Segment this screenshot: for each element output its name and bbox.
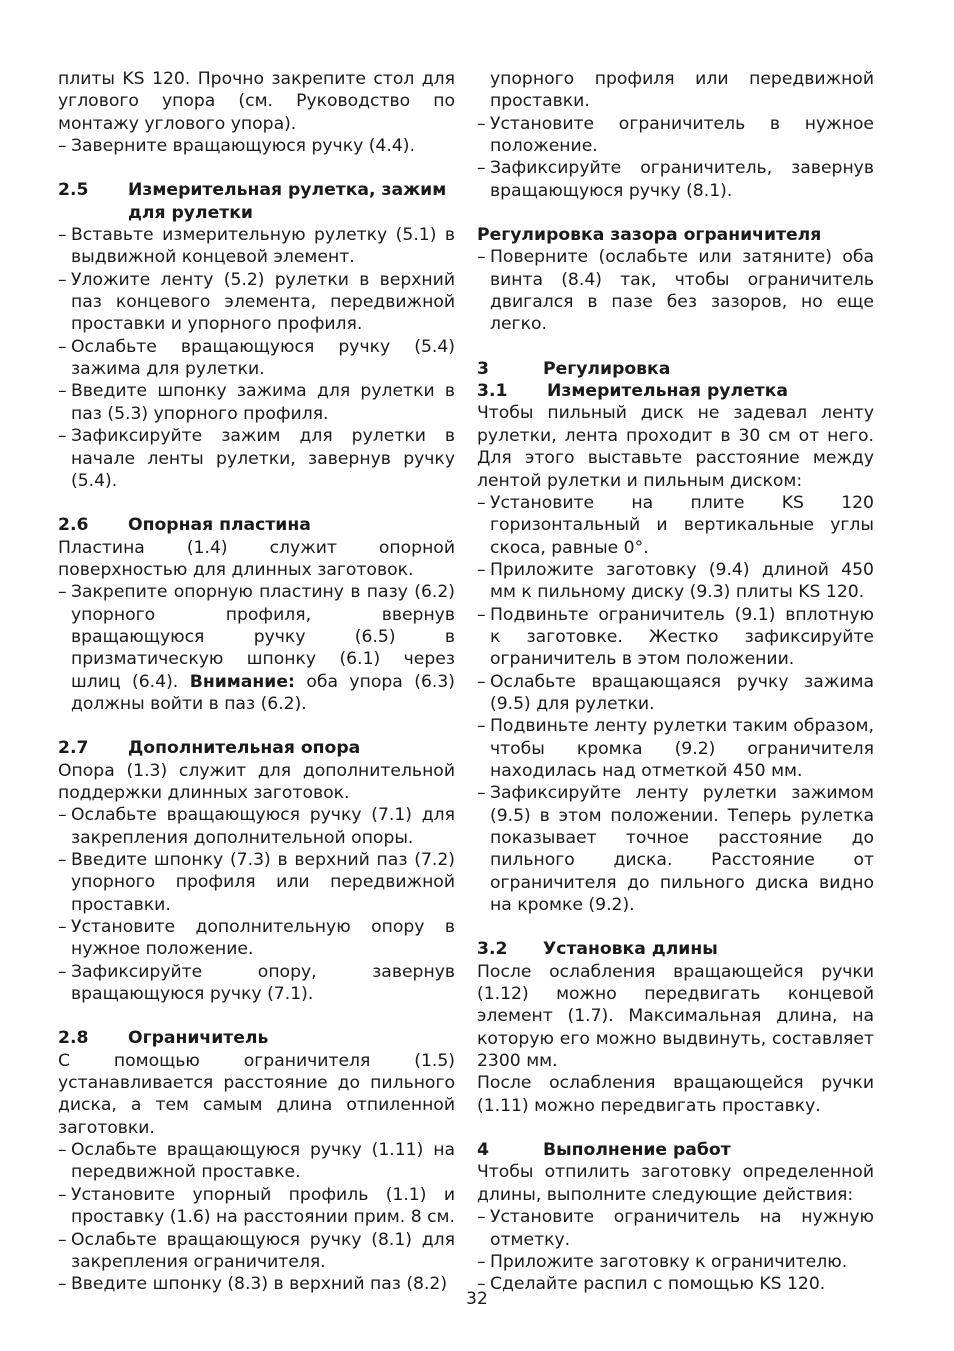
section-heading-2-5 [58, 179, 455, 224]
list-item-text: оба упора (6.3) должны войти в паз (6.2). [71, 671, 456, 714]
section-title: Дополнительная опора [128, 738, 361, 759]
list-item: – Введите шпонку (8.3) в верхний паз (8.2) [58, 1273, 455, 1295]
list-item: – Уложите ленту (5.2) рулетки в верхний паз концевого элемента, передвижной проставки и упорного профиля. [58, 269, 455, 336]
list-item: – Ослабьте вращающуюся ручку (7.1) для закрепления дополнительной опоры. [58, 804, 455, 849]
list-item: – Установите дополнительную опору в нужное положение. [58, 916, 455, 961]
section-heading-3 [477, 358, 874, 380]
list-item: – Установите ограничитель в нужное положение. [477, 113, 874, 158]
paragraph: С помощью ограничителя (1.5) устанавливается расстояние до пильного диска, а тем самым длина отпиленной заготовки. [58, 1050, 455, 1138]
section-title: Регулировка [543, 358, 671, 379]
section-heading-2-6 [58, 514, 455, 536]
list-item: – Установите упорный профиль (1.1) и проставку (1.6) на расстоянии прим. 8 см. [58, 1184, 455, 1229]
paragraph: После ослабления вращающейся ручки (1.11) можно передвигать проставку. [477, 1073, 874, 1116]
left-column [58, 68, 455, 1296]
section-title: Выполнение работ [543, 1140, 731, 1161]
paragraph: Опора (1.3) служит для дополнительной поддержки длинных заготовок. [58, 760, 455, 803]
list-item: – Ослабьте вращающуюся ручку (8.1) для закрепления ограничителя. [58, 1229, 455, 1274]
list-item: – Приложите заготовку к ограничителю. [477, 1251, 874, 1273]
list-item: – Сделайте распил с помощью KS 120. [477, 1273, 874, 1295]
list-item: – Приложите заготовку (9.4) длиной 450 мм к пильному диску (9.3) плиты KS 120. [477, 559, 874, 604]
list-item: – Ослабьте вращающаяся ручку зажима (9.5) для рулетки. [477, 671, 874, 716]
right-column [477, 68, 874, 1296]
section-heading-3-1 [477, 380, 874, 402]
list-item: – Зафиксируйте ленту рулетки зажимом (9.5) в этом положении. Теперь рулетка показывает точное расстояние до пильного диска. Расстояние от ограничителя до пильного диска видно на кромке (9.2). [477, 782, 874, 916]
paragraph: Пластина (1.4) служит опорной поверхностью для длинных заготовок. [58, 537, 455, 580]
list-item: – Установите на плите KS 120 горизонтальный и вертикальные углы скоса, равные 0°. [477, 492, 874, 559]
section-title: Опорная пластина [128, 515, 311, 536]
section-title: Измерительная рулетка, зажим для рулетки [128, 180, 447, 223]
section-number: 2.7 [58, 738, 89, 759]
list-item: – Зафиксируйте ограничитель, завернув вращающуюся ручку (8.1). [477, 157, 874, 202]
list-item: – Вставьте измерительную рулетку (5.1) в выдвижной концевой элемент. [58, 224, 455, 269]
paragraph: упорного профиля или передвижной проставки. [490, 69, 874, 112]
section-number: 3.1 [477, 381, 508, 402]
section-heading-3-2 [477, 938, 874, 960]
paragraph: плиты KS 120. Прочно закрепите стол для углового упора (см. Руководство по монтажу углового упора). [58, 69, 455, 134]
list-item: – Введите шпонку зажима для рулетки в паз (5.3) упорного профиля. [58, 380, 455, 425]
section-title: Измерительная рулетка [547, 381, 788, 402]
subsection-heading: Регулировка зазора ограничителя [477, 225, 822, 246]
section-number: 4 [477, 1140, 489, 1161]
list-item: – Ослабьте вращающуюся ручку (1.11) на передвижной проставке. [58, 1139, 455, 1184]
paragraph: Чтобы пильный диск не задевал ленту рулетки, лента проходит в 30 см от него. Для этого выставьте расстояние между лентой рулетки и пильным диском: [477, 403, 874, 491]
paragraph: Чтобы отпилить заготовку определенной длины, выполните следующие действия: [477, 1162, 874, 1205]
section-title: Ограничитель [128, 1028, 269, 1049]
list-item: – Заверните вращающуюся ручку (4.4). [58, 135, 455, 157]
list-item-text: Закрепите опорную пластину в пазу (6.2) упорного профиля, ввернув вращающуюся ручку (6.5) в призматическую шпонку (6.1) через шлиц (6.4). [71, 582, 455, 692]
section-title: Установка длины [543, 939, 718, 960]
section-number: 2.5 [58, 180, 89, 201]
list-item: – Зафиксируйте опору, завернув вращающуюся ручку (7.1). [58, 961, 455, 1006]
warning-label: Внимание: [189, 671, 295, 692]
list-item: – Подвиньте ограничитель (9.1) вплотную к заготовке. Жестко зафиксируйте ограничитель в этом положении. [477, 604, 874, 671]
list-item [58, 581, 455, 715]
section-number: 3.2 [477, 939, 508, 960]
section-number: 2.8 [58, 1028, 89, 1049]
section-heading-2-8 [58, 1027, 455, 1049]
section-heading-2-7 [58, 737, 455, 759]
section-number: 3 [477, 358, 489, 379]
list-item: – Поверните (ослабьте или затяните) оба винта (8.4) так, чтобы ограничитель двигался в пазе без зазоров, но еще легко. [477, 246, 874, 335]
paragraph: После ослабления вращающейся ручки (1.12) можно передвигать концевой элемент (1.7). Максимальная длина, на которую его можно выдвинуть, составляет 2300 мм. [477, 961, 874, 1072]
list-item: – Ослабьте вращающуюся ручку (5.4) зажима для рулетки. [58, 336, 455, 381]
list-item: – Подвиньте ленту рулетки таким образом, чтобы кромка (9.2) ограничителя находилась над отметкой 450 мм. [477, 715, 874, 782]
section-number: 2.6 [58, 515, 89, 536]
list-item: – Введите шпонку (7.3) в верхний паз (7.2) упорного профиля или передвижной проставки. [58, 849, 455, 916]
list-item: – Зафиксируйте зажим для рулетки в начале ленты рулетки, завернув ручку (5.4). [58, 425, 455, 492]
section-heading-4 [477, 1139, 874, 1161]
page-number: 32 [466, 1289, 488, 1309]
list-item: – Установите ограничитель на нужную отметку. [477, 1206, 874, 1251]
